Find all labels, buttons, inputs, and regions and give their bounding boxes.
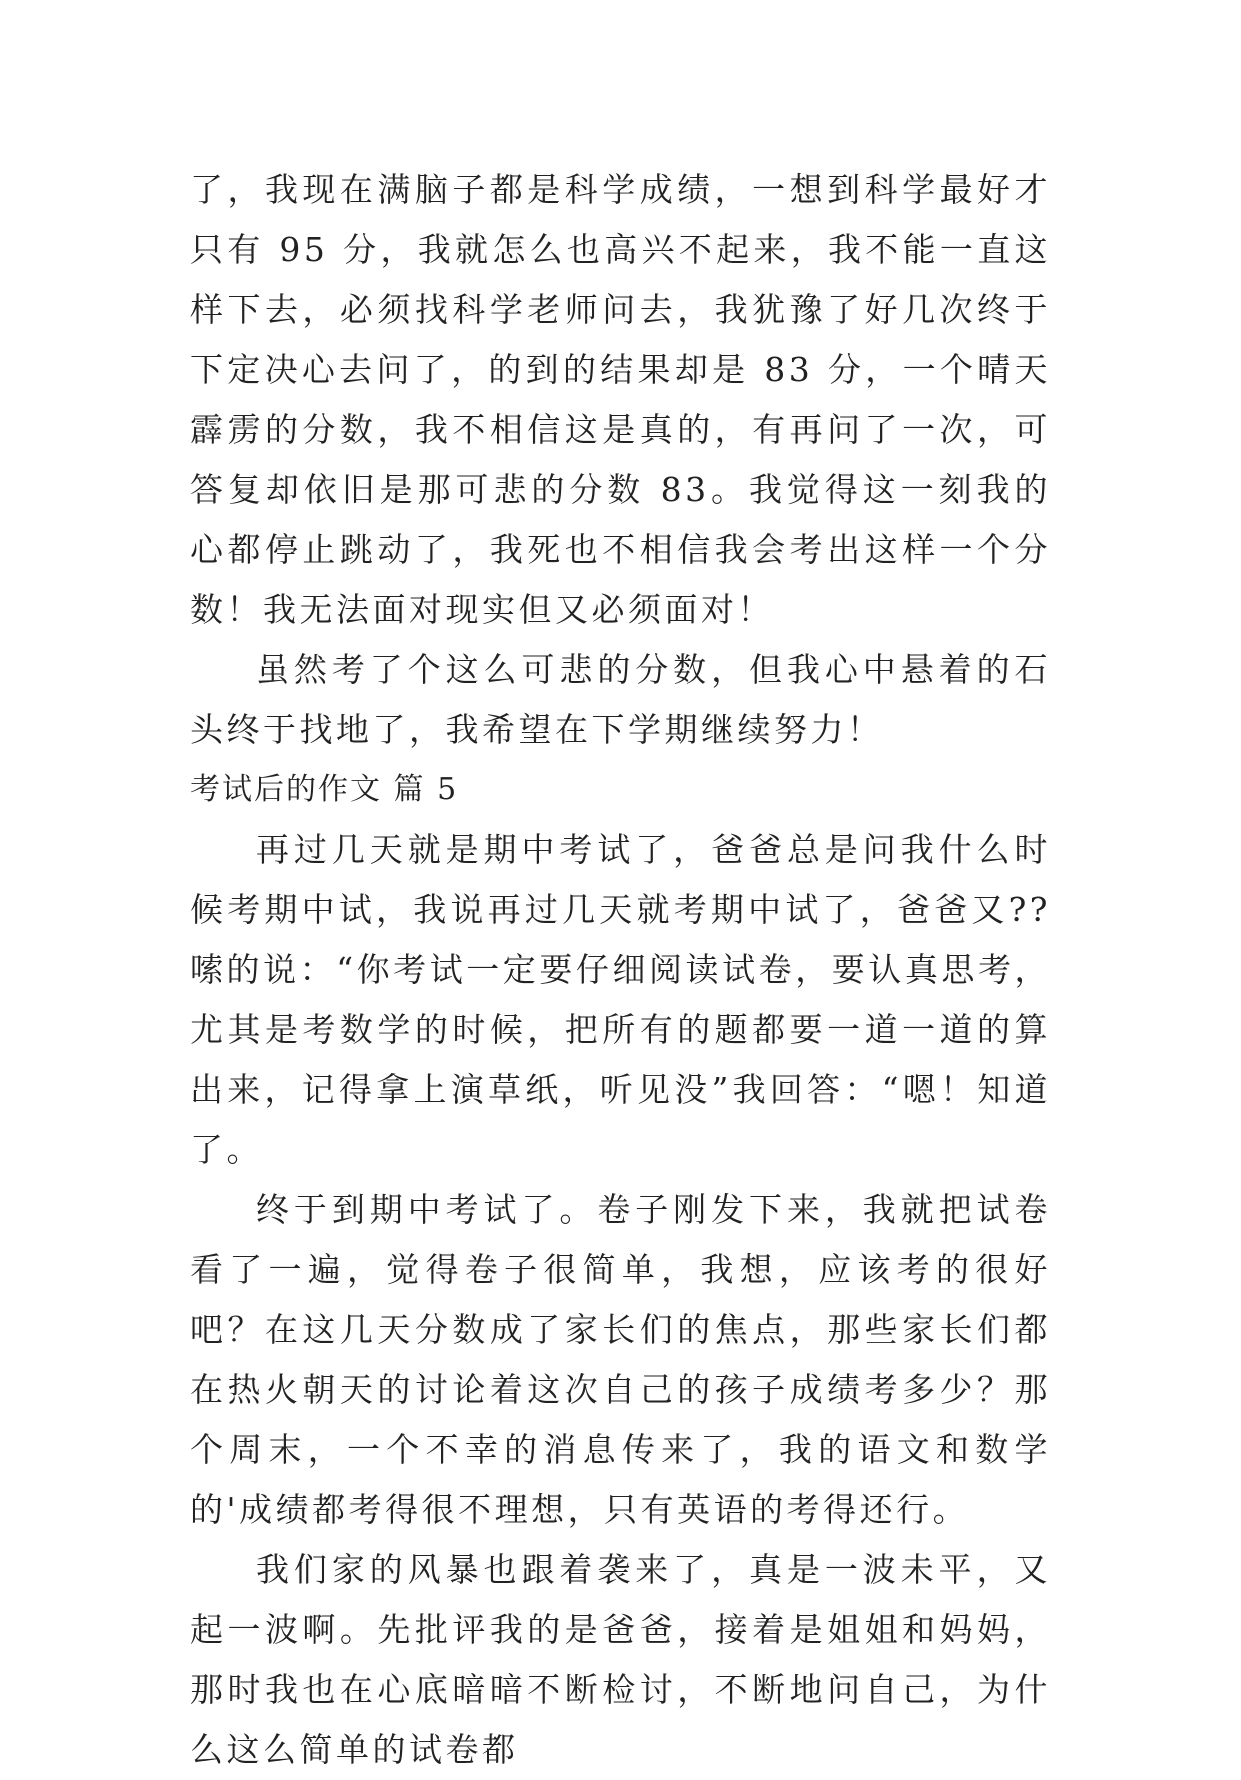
paragraph-conclusion: 虽然考了个这么可悲的分数，但我心中悬着的石头终于找地了，我希望在下学期继续努力！: [190, 650, 1051, 749]
paragraph-family-reaction: 我们家的风暴也跟着袭来了，真是一波未平，又起一波啊。先批评我的是爸爸，接着是姐姐和妈妈，那时我也在心底暗暗不断检讨，不断地问自己，为什么这么简单的试卷都: [190, 1550, 1051, 1769]
paragraph-exam-preparation: 再过几天就是期中考试了，爸爸总是问我什么时候考期中试，我说再过几天就考期中试了，爸爸又??嗦的说：“你考试一定要仔细阅读试卷，要认真思考，尤其是考数学的时候，把所有的题都要一道一道的算出来，记得拿上演草纸，听见没”我回答：“嗯！知道了。: [190, 830, 1051, 1169]
section-heading: 考试后的作文 篇 5: [190, 772, 459, 807]
paragraph-continuation: 了，我现在满脑子都是科学成绩，一想到科学最好才只有 95 分，我就怎么也高兴不起来，我不能一直这样下去，必须找科学老师问去，我犹豫了好几次终于下定决心去问了，的到的结果却是 83 分，一个晴天霹雳的分数，我不相信这是真的，有再问了一次，可答复却依旧是那可悲的分数 83。我觉得这一刻我的心都停止跳动了，我死也不相信我会考出这样一个分数！我无法面对现实但又必须面对！: [190, 170, 1051, 629]
paragraph-exam-results: 终于到期中考试了。卷子刚发下来，我就把试卷看了一遍，觉得卷子很简单，我想，应该考的很好吧？在这几天分数成了家长们的焦点，那些家长们都在热火朝天的讨论着这次自己的孩子成绩考多少？那个周末，一个不幸的消息传来了，我的语文和数学的'成绩都考得很不理想，只有英语的考得还行。: [190, 1190, 1051, 1529]
document-body: [190, 160, 1051, 1780]
